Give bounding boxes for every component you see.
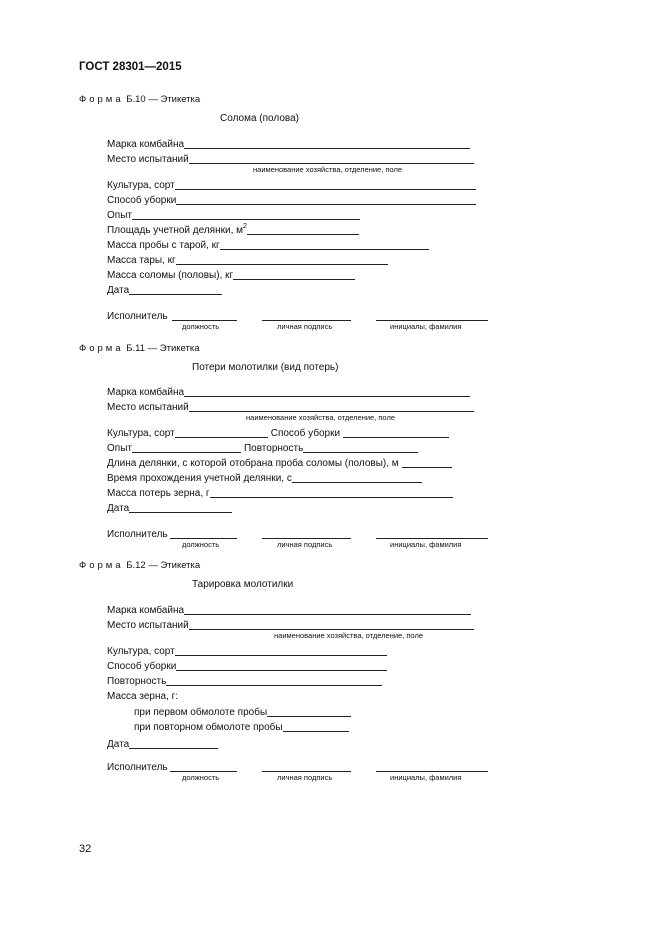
field-label: Опыт [107, 210, 132, 221]
field-label: при повторном обмолоте пробы [134, 722, 283, 733]
field-label: при первом обмолоте пробы [134, 707, 268, 718]
field-grain-mass [107, 688, 178, 702]
field-label: Масса тары, кг [107, 255, 176, 266]
field-tare-mass [107, 252, 388, 266]
field-plot-length [107, 455, 452, 469]
executor-row [107, 526, 168, 540]
field-label: Способ уборки [270, 428, 341, 439]
page-number: 32 [79, 843, 92, 855]
sig-signature-line[interactable] [262, 760, 351, 772]
field-method [107, 658, 387, 672]
field-label: Культура, сорт [107, 646, 175, 657]
field-combine [107, 384, 470, 398]
fill-line[interactable] [129, 737, 218, 749]
sig-signature-line[interactable] [262, 527, 351, 539]
field-repeat [107, 673, 382, 687]
fill-line[interactable] [402, 456, 452, 468]
place-hint: наименование хозяйства, отделение, поле [253, 165, 402, 174]
field-combine [107, 136, 470, 150]
field-place [107, 617, 474, 631]
form-b11-title: Потери молотилки (вид потерь) [192, 362, 339, 373]
field-area [107, 222, 359, 236]
field-date [107, 282, 222, 296]
field-label: Марка комбайна [107, 139, 185, 150]
field-label: Место испытаний [107, 154, 189, 165]
field-label: Масса зерна, г: [107, 691, 179, 702]
area-unit-sup: 2 [243, 223, 247, 230]
sig-signature-line[interactable] [262, 309, 351, 321]
sig-position-caption: должность [182, 322, 220, 331]
field-combine [107, 602, 471, 616]
field-crop [107, 177, 476, 191]
sig-initials-line[interactable] [376, 309, 488, 321]
document-header: ГОСТ 28301—2015 [79, 61, 182, 73]
field-label: Опыт [107, 443, 132, 454]
field-label: Дата [107, 739, 130, 750]
fill-line[interactable] [184, 603, 471, 615]
sig-position-caption: должность [182, 540, 220, 549]
executor-label: Исполнитель [107, 311, 168, 322]
field-pass-time [107, 470, 422, 484]
executor-label: Исполнитель [107, 529, 168, 540]
fill-line[interactable] [184, 385, 470, 397]
place-hint: наименование хозяйства, отделение, поле [274, 631, 423, 640]
fill-line[interactable] [247, 223, 359, 235]
field-label: Дата [107, 285, 130, 296]
field-experiment [107, 207, 360, 221]
fill-line[interactable] [189, 618, 474, 630]
field-sample-mass [107, 237, 429, 251]
field-label: Место испытаний [107, 402, 189, 413]
sig-initials-caption: инициалы, фамилия [390, 540, 462, 549]
sig-position-line[interactable] [172, 309, 237, 321]
field-method [107, 192, 476, 206]
form-b11-caption [79, 343, 199, 354]
field-place [107, 399, 474, 413]
form-word: Форма [79, 94, 124, 105]
field-first-thresh [134, 704, 351, 718]
field-crop [107, 643, 387, 657]
field-label: Культура, сорт [107, 180, 175, 191]
sig-signature-caption: личная подпись [277, 322, 333, 331]
form-word: Форма [79, 560, 124, 571]
field-straw-mass [107, 267, 355, 281]
form-number: Б.10 — Этикетка [123, 94, 201, 105]
field-label: Масса потерь зерна, г [107, 488, 210, 499]
fill-line[interactable] [233, 268, 355, 280]
field-label: Марка комбайна [107, 387, 185, 398]
sig-signature-caption: личная подпись [277, 540, 333, 549]
field-crop-method [107, 425, 449, 439]
fill-line[interactable] [132, 441, 241, 453]
field-second-thresh [134, 719, 349, 733]
fill-line[interactable] [189, 152, 474, 164]
form-word: Форма [79, 343, 124, 354]
field-label: Место испытаний [107, 620, 189, 631]
fill-line[interactable] [175, 644, 387, 656]
executor-label: Исполнитель [107, 762, 168, 773]
field-date [107, 500, 232, 514]
sig-position-line[interactable] [170, 760, 237, 772]
field-label: Длина делянки, с которой отобрана проба соломы (половы), м [107, 458, 399, 469]
fill-line[interactable] [129, 283, 222, 295]
sig-initials-line[interactable] [376, 527, 488, 539]
sig-signature-caption: личная подпись [277, 773, 333, 782]
field-label: Время прохождения учетной делянки, с [107, 473, 292, 484]
fill-line[interactable] [175, 178, 476, 190]
field-label: Марка комбайна [107, 605, 185, 616]
form-b12-title: Тарировка молотилки [192, 579, 294, 590]
form-b12-caption [79, 560, 200, 571]
fill-line[interactable] [283, 720, 349, 732]
executor-row [107, 759, 168, 773]
field-label [107, 225, 247, 236]
sig-position-caption: должность [182, 773, 220, 782]
field-label: Способ уборки [107, 195, 177, 206]
form-number: Б.11 — Этикетка [123, 343, 200, 354]
fill-line[interactable] [166, 674, 382, 686]
fill-line[interactable] [267, 705, 351, 717]
sig-position-line[interactable] [170, 527, 237, 539]
area-label: Площадь учетной делянки, м [107, 225, 244, 236]
form-number: Б.12 — Этикетка [123, 560, 201, 571]
fill-line[interactable] [303, 441, 418, 453]
fill-line[interactable] [292, 471, 422, 483]
fill-line[interactable] [343, 426, 449, 438]
fill-line[interactable] [176, 193, 476, 205]
form-b10-title: Солома (полова) [220, 113, 299, 124]
fill-line[interactable] [175, 426, 268, 438]
field-label: Масса пробы с тарой, кг [107, 240, 220, 251]
field-date [107, 736, 218, 750]
field-label: Масса соломы (половы), кг [107, 270, 234, 281]
sig-initials-caption: инициалы, фамилия [390, 322, 462, 331]
fill-line[interactable] [176, 659, 387, 671]
field-experiment-repeat [107, 440, 418, 454]
field-grain-loss [107, 485, 453, 499]
fill-line[interactable] [129, 501, 232, 513]
place-hint: наименование хозяйства, отделение, поле [246, 413, 395, 422]
field-place [107, 151, 474, 165]
fill-line[interactable] [132, 208, 360, 220]
field-label: Способ уборки [107, 661, 177, 672]
fill-line[interactable] [184, 137, 470, 149]
field-label: Повторность [107, 676, 167, 687]
form-b10-caption [79, 94, 200, 105]
field-label: Повторность [243, 443, 304, 454]
fill-line[interactable] [210, 486, 453, 498]
sig-initials-caption: инициалы, фамилия [390, 773, 462, 782]
executor-row [107, 308, 168, 322]
field-label: Дата [107, 503, 130, 514]
fill-line[interactable] [176, 253, 388, 265]
field-label: Культура, сорт [107, 428, 175, 439]
sig-initials-line[interactable] [376, 760, 488, 772]
fill-line[interactable] [220, 238, 429, 250]
fill-line[interactable] [189, 400, 474, 412]
